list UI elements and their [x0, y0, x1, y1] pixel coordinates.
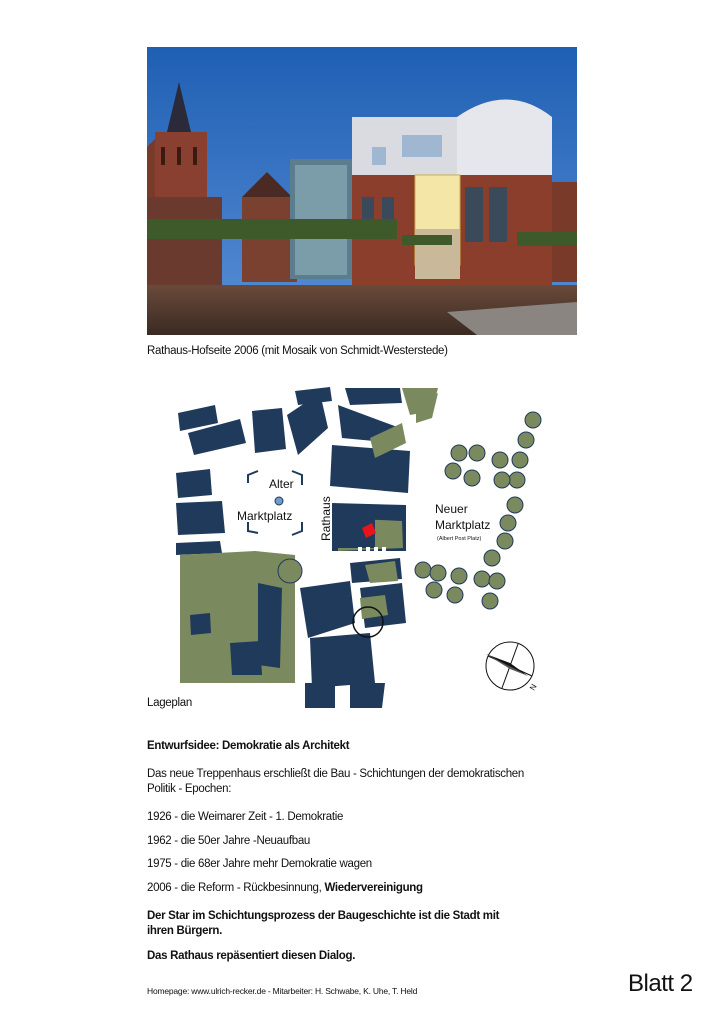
dialog-line: Das Rathaus repäsentiert diesen Dialog.: [147, 950, 356, 962]
epoch-item: 1962 - die 50er Jahre -Neuaufbau: [147, 835, 311, 847]
photo-caption: Rathaus-Hofseite 2006 (mit Mosaik von Schmidt-Westerstede): [147, 345, 448, 357]
townhall-photo: [147, 47, 577, 335]
compass-icon: [486, 642, 534, 690]
epoch-item: 1975 - die 68er Jahre mehr Demokratie wagen: [147, 858, 372, 870]
label-new-square-2: Marktplatz: [435, 518, 491, 532]
label-new-square-sub: (Albert Post Platz): [437, 536, 482, 542]
label-townhall: Rathaus: [319, 496, 333, 541]
site-plan: [170, 383, 560, 708]
label-old-square-2: Marktplatz: [237, 509, 293, 523]
sheet-label: Blatt 2: [628, 970, 693, 997]
design-idea-heading: Entwurfsidee: Demokratie als Architekt: [147, 740, 350, 752]
epoch-item: 2006 - die Reform - Rückbesinnung, Wiedervereinigung: [147, 882, 423, 894]
label-old-square-1: Alter: [269, 477, 294, 491]
compass-north-label: N: [527, 682, 539, 692]
star-line-1: Der Star im Schichtungsprozess der Baugeschichte ist die Stadt mit: [147, 910, 500, 922]
intro-line-1: Das neue Treppenhaus erschließt die Bau - Schichtungen der demokratischen: [147, 768, 525, 780]
siteplan-caption: Lageplan: [147, 697, 192, 709]
footer-credits: Homepage: www.ulrich-recker.de - Mitarbeiter: H. Schwabe, K. Uhe, T. Held: [147, 986, 418, 996]
intro-line-2: Politik - Epochen:: [147, 783, 232, 795]
star-line-2: ihren Bürgern.: [147, 925, 223, 937]
epoch-item: 1926 - die Weimarer Zeit - 1. Demokratie: [147, 811, 344, 823]
label-new-square-1: Neuer: [435, 502, 468, 516]
